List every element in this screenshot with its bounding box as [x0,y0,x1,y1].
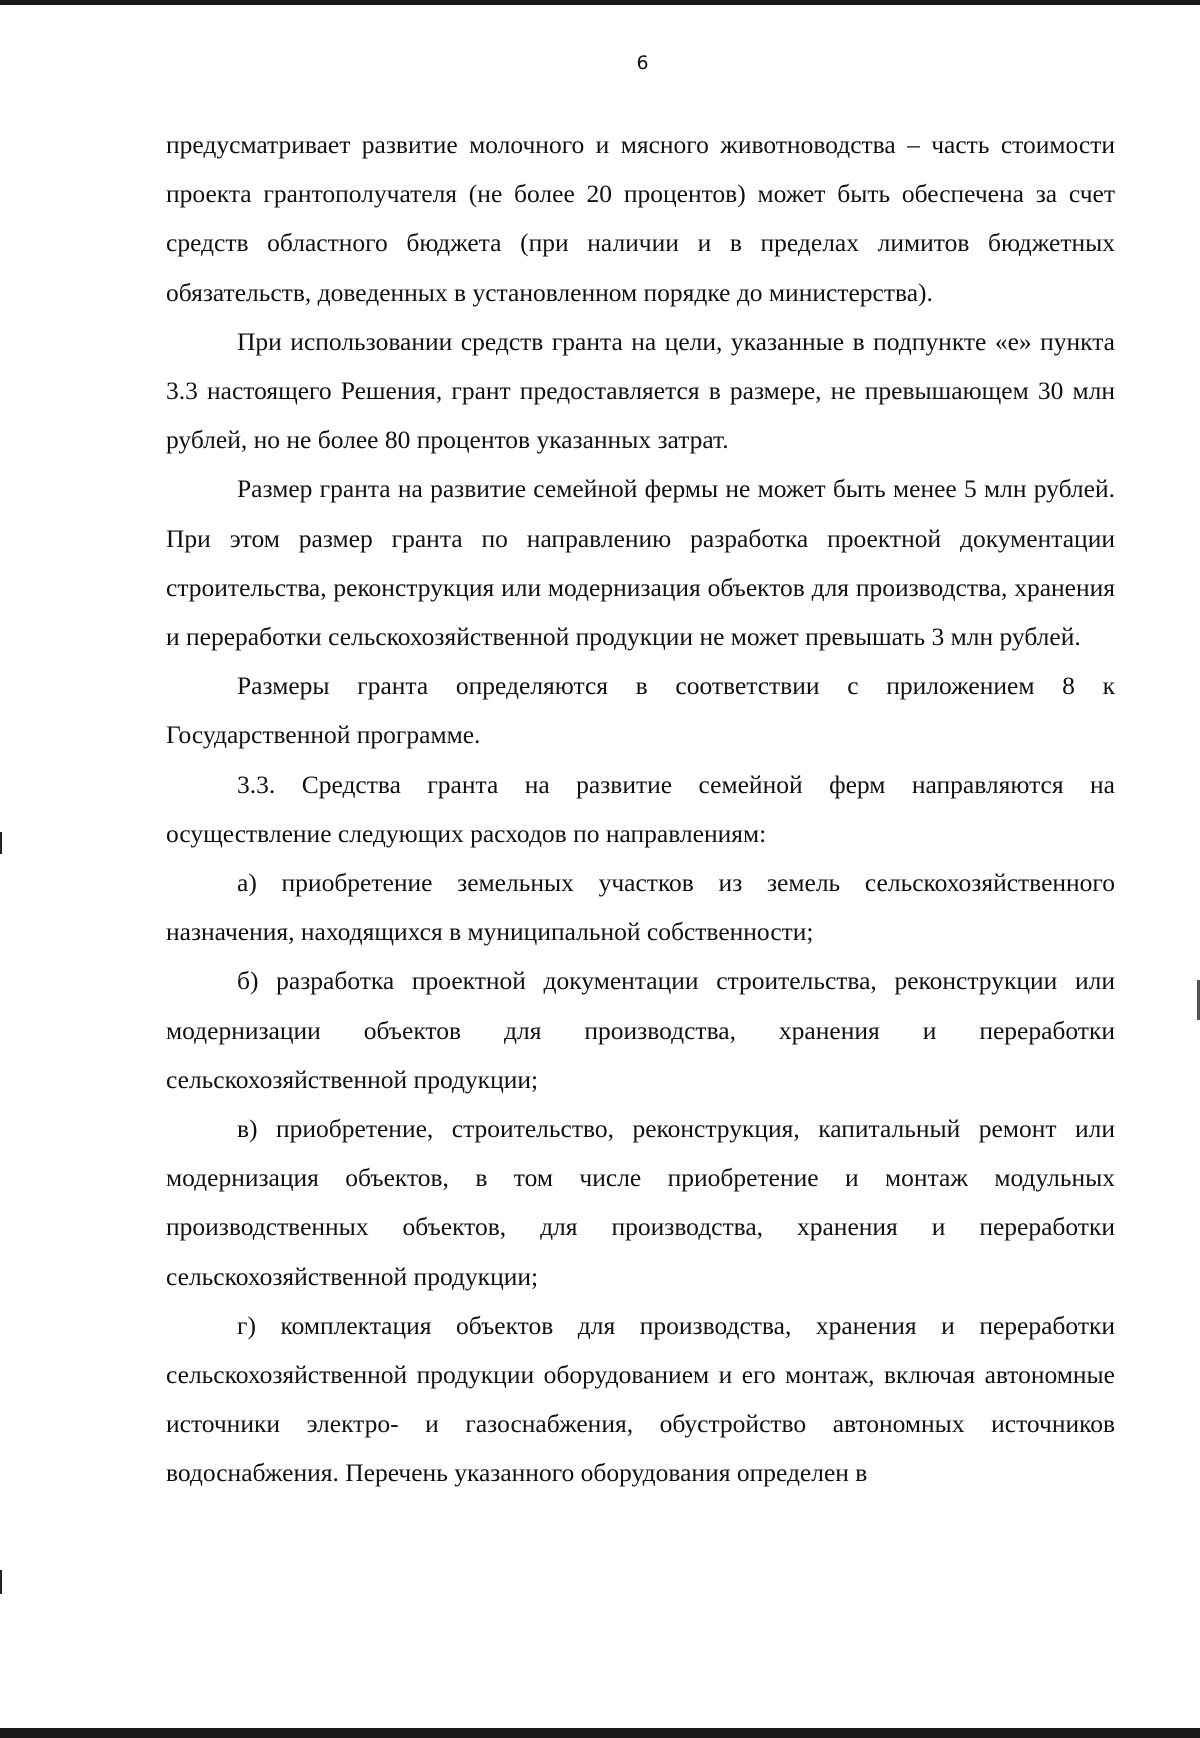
list-item-b: б) разработка проектной документации строительства, реконструкции или модернизации объектов для производства, хранения и переработки сельскохозяйственной продукции; [166,966,1115,1094]
scan-edge-bottom [0,1728,1200,1738]
scan-mark [0,832,2,854]
paragraph-continuation: предусматривает развитие молочного и мясного животноводства – часть стоимости проекта грантополучателя (не более 20 процентов) может быть обеспечена за счет средств областного бюджета (при наличии и в пределах лимитов бюджетных обязательств, доведенных в установленном порядке до министерства). [166,130,1115,307]
paragraph-grant-size: Размер гранта на развитие семейной фермы не может быть менее 5 млн рублей. При этом размер гранта по направлению разработка проектной документации строительства, реконструкция или модернизация объектов для производства, хранения и переработки сельскохозяйственной продукции не может превышать 3 млн рублей. [166,474,1115,652]
scan-edge-top [0,0,1200,5]
scan-mark [0,1570,2,1594]
list-item-g: г) комплектация объектов для производства, хранения и переработки сельскохозяйственной продукции оборудованием и его монтаж, включая автономные источники электро- и газоснабжения, обустройство автономных источников водоснабжения. Перечень указанного оборудования определен в [166,1310,1115,1488]
document-body [166,120,1115,1498]
list-item-v: в) приобретение, строительство, реконструкция, капитальный ремонт или модернизация объектов, в том числе приобретение и монтаж модульных производственных объектов, для производства, хранения и переработки сельскохозяйственной продукции; [166,1114,1115,1291]
paragraph-grant-usage: При использовании средств гранта на цели, указанные в подпункте «е» пункта 3.3 настоящего Решения, грант предоставляется в размере, не превышающем 30 млн рублей, но не более 80 процентов указанных затрат. [166,326,1115,455]
paragraph-grant-sizes-appendix: Размеры гранта определяются в соответствии с приложением 8 к Государственной программе. [166,671,1115,750]
list-item-a: а) приобретение земельных участков из земель сельскохозяйственного назначения, находящихся в муниципальной собственности; [166,868,1115,947]
page-number: 6 [636,52,649,74]
paragraph-section-3-3: 3.3. Средства гранта на развитие семейной ферм направляются на осуществление следующих расходов по направлениям: [166,769,1115,848]
